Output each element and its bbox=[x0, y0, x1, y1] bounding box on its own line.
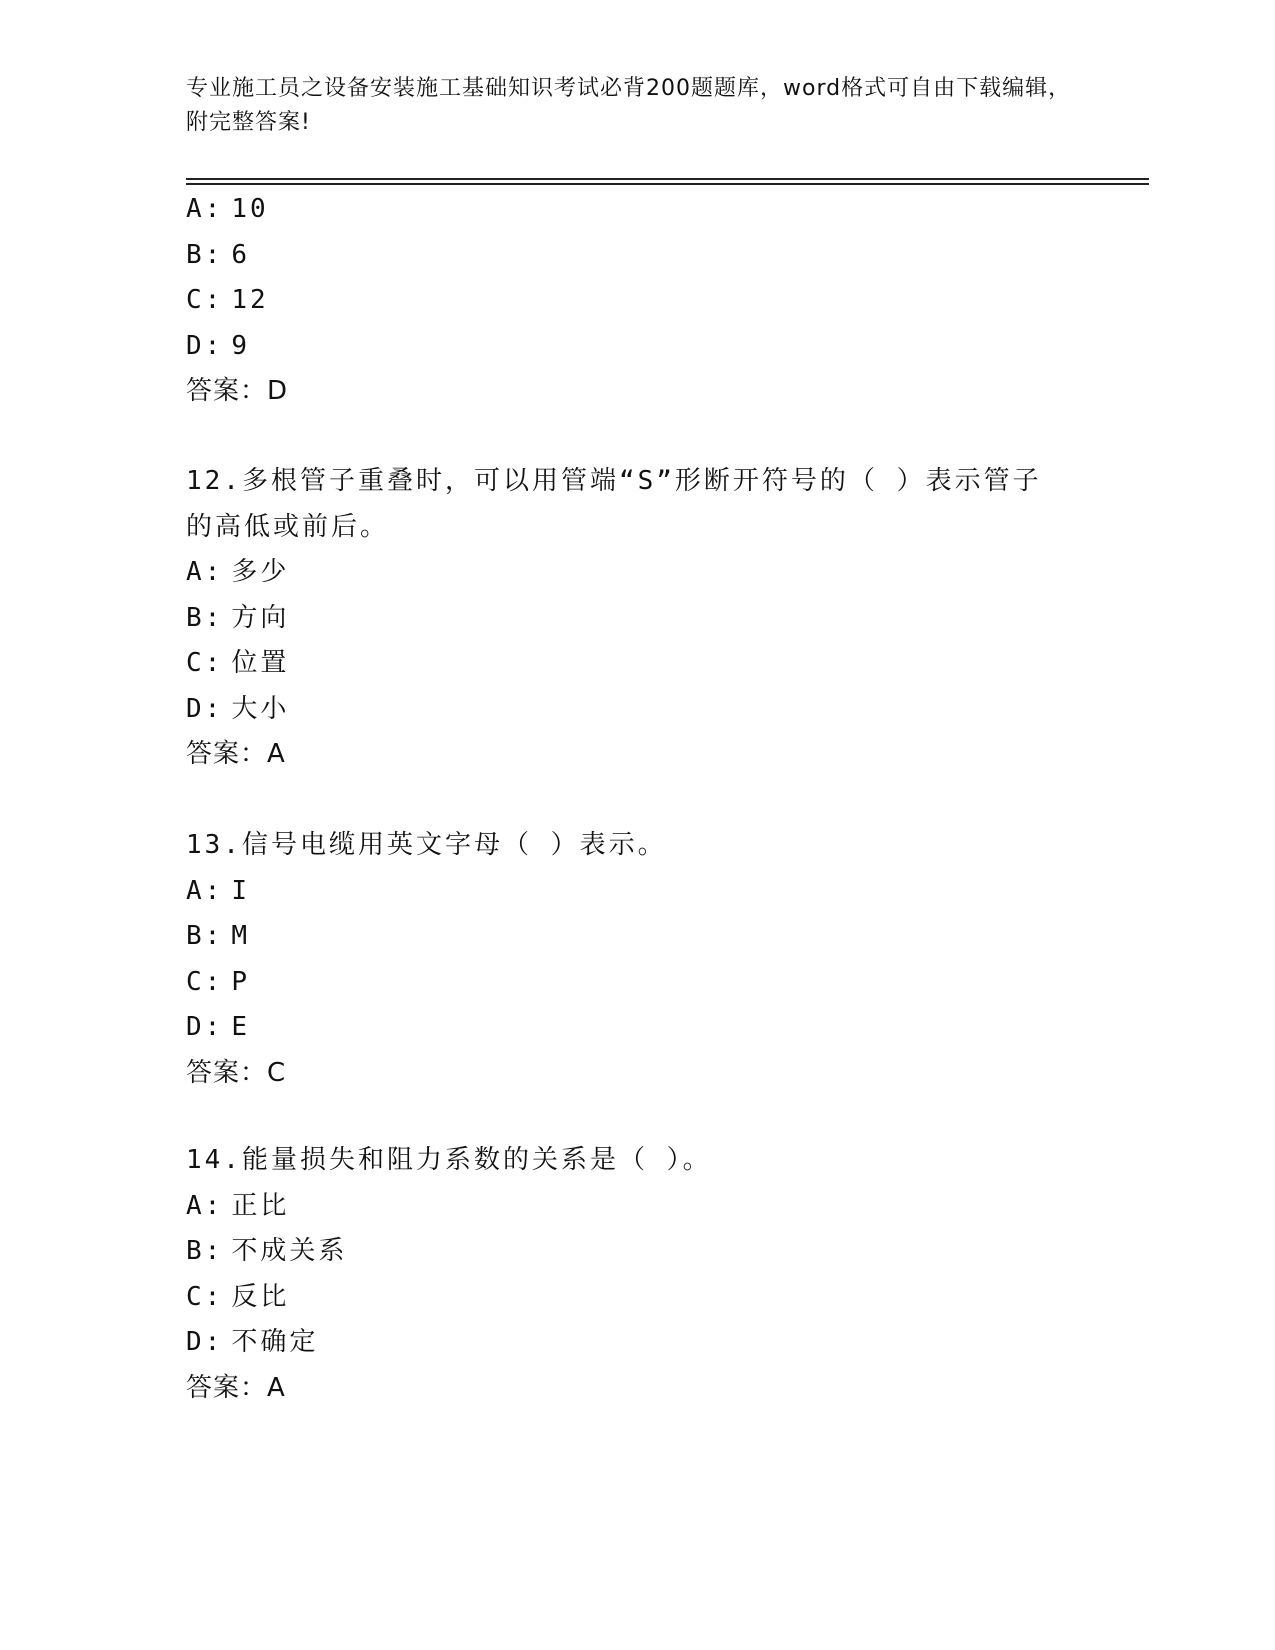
question-13-block bbox=[186, 823, 1086, 1096]
question-14-block bbox=[186, 1138, 1086, 1411]
header-rule-top bbox=[186, 178, 1149, 180]
option-d: D: 大小 bbox=[186, 693, 290, 724]
option-d: D: 不确定 bbox=[186, 1327, 319, 1357]
option-c: C: P bbox=[186, 966, 250, 997]
option-b: B: M bbox=[186, 921, 250, 951]
header-rule-bottom bbox=[186, 183, 1149, 185]
option-a: A: 10 bbox=[186, 194, 269, 224]
answer-line: 答案：D bbox=[186, 376, 289, 406]
option-d: D: E bbox=[186, 1012, 250, 1042]
question-12-block bbox=[186, 459, 1086, 778]
question-stem: 13.信号电缆用英文字母（ ）表示。 bbox=[186, 830, 667, 860]
answer-line: 答案：A bbox=[186, 739, 286, 769]
option-c: C: 位置 bbox=[186, 648, 290, 678]
option-d: D: 9 bbox=[186, 330, 250, 361]
option-a: A: 正比 bbox=[186, 1190, 290, 1221]
option-b: B: 不成关系 bbox=[186, 1236, 348, 1266]
answer-line: 答案：C bbox=[186, 1057, 287, 1088]
question-stem: 14.能量损失和阻力系数的关系是（ ）。 bbox=[186, 1145, 712, 1175]
partial-question-block bbox=[186, 187, 1086, 415]
option-a: A: I bbox=[186, 875, 250, 906]
option-b: B: 方向 bbox=[186, 602, 290, 633]
option-c: C: 反比 bbox=[186, 1281, 290, 1312]
answer-line: 答案：A bbox=[186, 1372, 286, 1403]
question-stem: 12.多根管子重叠时，可以用管端“S”形断开符号的（ ）表示管子的高低或前后。 bbox=[186, 466, 1042, 542]
option-b: B: 6 bbox=[186, 239, 250, 270]
document-header: 专业施工员之设备安装施工基础知识考试必背200题题库，word格式可自由下载编辑，附完整答案! bbox=[186, 76, 1072, 135]
option-a: A: 多少 bbox=[186, 557, 290, 587]
option-c: C: 12 bbox=[186, 285, 269, 315]
